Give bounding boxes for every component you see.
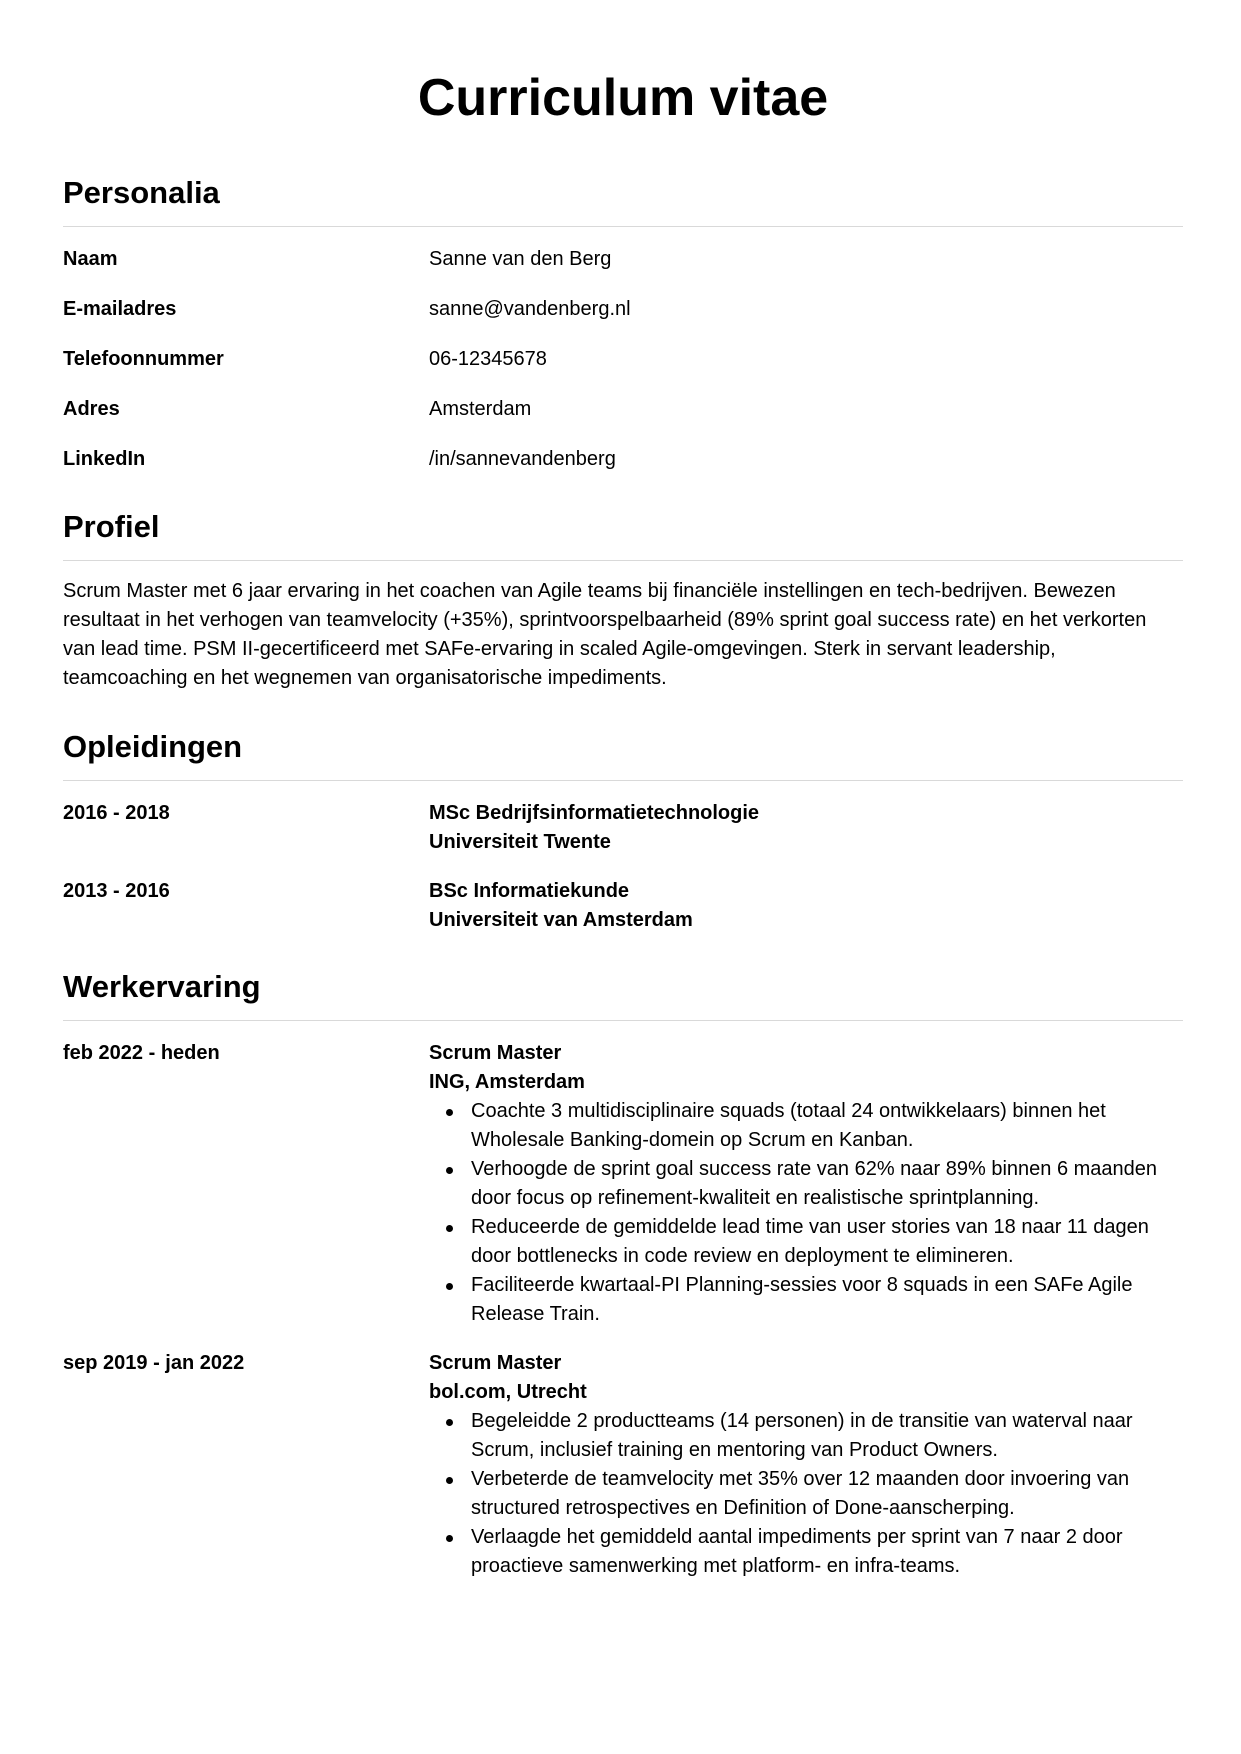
section-heading: Profiel bbox=[63, 508, 1183, 561]
field-value: Amsterdam bbox=[429, 398, 532, 420]
document-title: Curriculum vitae bbox=[417, 69, 829, 127]
work-details bbox=[429, 1039, 1183, 1329]
bullet-item bbox=[429, 1523, 1183, 1581]
bullet-text: Begeleidde 2 productteams (14 personen) in de transitie van waterval naar Scrum, inclusief training en mentoring van Product Owners. bbox=[471, 1410, 1133, 1461]
bullet-dot-icon bbox=[446, 1225, 453, 1232]
bullet-dot-icon bbox=[446, 1283, 453, 1290]
bullet-text: Verbeterde de teamvelocity met 35% over 12 maanden door invoering van structured retrospectives en Definition of Done-aanscherping. bbox=[471, 1468, 1130, 1519]
education-institution: Universiteit Twente bbox=[429, 831, 611, 853]
section-heading: Opleidingen bbox=[63, 728, 1183, 781]
work-item bbox=[63, 1349, 1183, 1581]
section-werkervaring bbox=[63, 968, 1183, 1601]
work-item bbox=[63, 1039, 1183, 1329]
bullet-item bbox=[429, 1097, 1183, 1155]
field-value: sanne@vandenberg.nl bbox=[429, 298, 631, 320]
personalia-row-linkedin bbox=[63, 445, 1183, 495]
bullet-item bbox=[429, 1213, 1183, 1271]
work-company: ING, Amsterdam bbox=[429, 1071, 585, 1093]
section-profiel bbox=[63, 508, 1183, 693]
section-heading: Personalia bbox=[63, 174, 1183, 227]
bullet-item bbox=[429, 1407, 1183, 1465]
work-bullets bbox=[429, 1097, 1183, 1329]
section-personalia bbox=[63, 174, 1183, 495]
education-period: 2016 - 2018 bbox=[63, 802, 170, 824]
personalia-row-adres bbox=[63, 395, 1183, 445]
bullet-item bbox=[429, 1465, 1183, 1523]
work-role: Scrum Master bbox=[429, 1042, 562, 1064]
section-heading: Werkervaring bbox=[63, 968, 1183, 1021]
bullet-dot-icon bbox=[446, 1477, 453, 1484]
education-item bbox=[63, 799, 1183, 857]
personalia-row-telefoon bbox=[63, 345, 1183, 395]
work-details bbox=[429, 1349, 1183, 1581]
bullet-dot-icon bbox=[446, 1109, 453, 1116]
education-list bbox=[63, 799, 1183, 935]
bullet-item bbox=[429, 1271, 1183, 1329]
education-details bbox=[429, 799, 1183, 857]
field-value: 06-12345678 bbox=[429, 348, 547, 370]
education-details bbox=[429, 877, 1183, 935]
work-list bbox=[63, 1039, 1183, 1581]
section-opleidingen bbox=[63, 728, 1183, 955]
education-item bbox=[63, 877, 1183, 935]
bullet-text: Verlaagde het gemiddeld aantal impediments per sprint van 7 naar 2 door proactieve samenwerking met platform- en infra-teams. bbox=[471, 1526, 1123, 1577]
education-degree: BSc Informatiekunde bbox=[429, 880, 630, 902]
work-period: feb 2022 - heden bbox=[63, 1042, 220, 1064]
personalia-row-naam bbox=[63, 245, 1183, 295]
bullet-text: Verhoogde de sprint goal success rate van 62% naar 89% binnen 6 maanden door focus op refinement-kwaliteit en realistische sprintplanning. bbox=[471, 1158, 1158, 1209]
bullet-dot-icon bbox=[446, 1535, 453, 1542]
bullet-dot-icon bbox=[446, 1419, 453, 1426]
field-label: LinkedIn bbox=[63, 448, 146, 470]
education-institution: Universiteit van Amsterdam bbox=[429, 909, 693, 931]
education-degree: MSc Bedrijfsinformatietechnologie bbox=[429, 802, 760, 824]
field-label: Adres bbox=[63, 398, 120, 420]
bullet-item bbox=[429, 1155, 1183, 1213]
work-role: Scrum Master bbox=[429, 1352, 562, 1374]
field-value: Sanne van den Berg bbox=[429, 248, 612, 270]
bullet-dot-icon bbox=[446, 1167, 453, 1174]
bullet-text: Faciliteerde kwartaal-PI Planning-sessies voor 8 squads in een SAFe Agile Release Train. bbox=[471, 1274, 1133, 1325]
bullet-text: Coachte 3 multidisciplinaire squads (totaal 24 ontwikkelaars) binnen het Wholesale Banking-domein op Scrum en Kanban. bbox=[471, 1100, 1106, 1151]
education-period: 2013 - 2016 bbox=[63, 880, 170, 902]
profile-text: Scrum Master met 6 jaar ervaring in het coachen van Agile teams bij financiële instellingen en tech-bedrijven. Bewezen resultaat in het verhogen van teamvelocity (+35%), sprintvoorspelbaarheid (89% sprint goal success rate) en het verkorten van lead time. PSM II-gecertificeerd met SAFe-ervaring in scaled Agile-omgevingen. Sterk in servant leadership, teamcoaching en het wegnemen van organisatorische impediments. bbox=[63, 580, 1147, 689]
work-period: sep 2019 - jan 2022 bbox=[63, 1352, 245, 1374]
field-label: Naam bbox=[63, 248, 118, 270]
personalia-list bbox=[63, 245, 1183, 495]
bullet-text: Reduceerde de gemiddelde lead time van user stories van 18 naar 11 dagen door bottlenecks in code review en deployment te elimineren. bbox=[471, 1216, 1149, 1267]
personalia-row-email bbox=[63, 295, 1183, 345]
work-bullets bbox=[429, 1407, 1183, 1581]
field-label: E-mailadres bbox=[63, 298, 177, 320]
work-company: bol.com, Utrecht bbox=[429, 1381, 587, 1403]
field-label: Telefoonnummer bbox=[63, 348, 224, 370]
field-value: /in/sannevandenberg bbox=[429, 448, 616, 470]
